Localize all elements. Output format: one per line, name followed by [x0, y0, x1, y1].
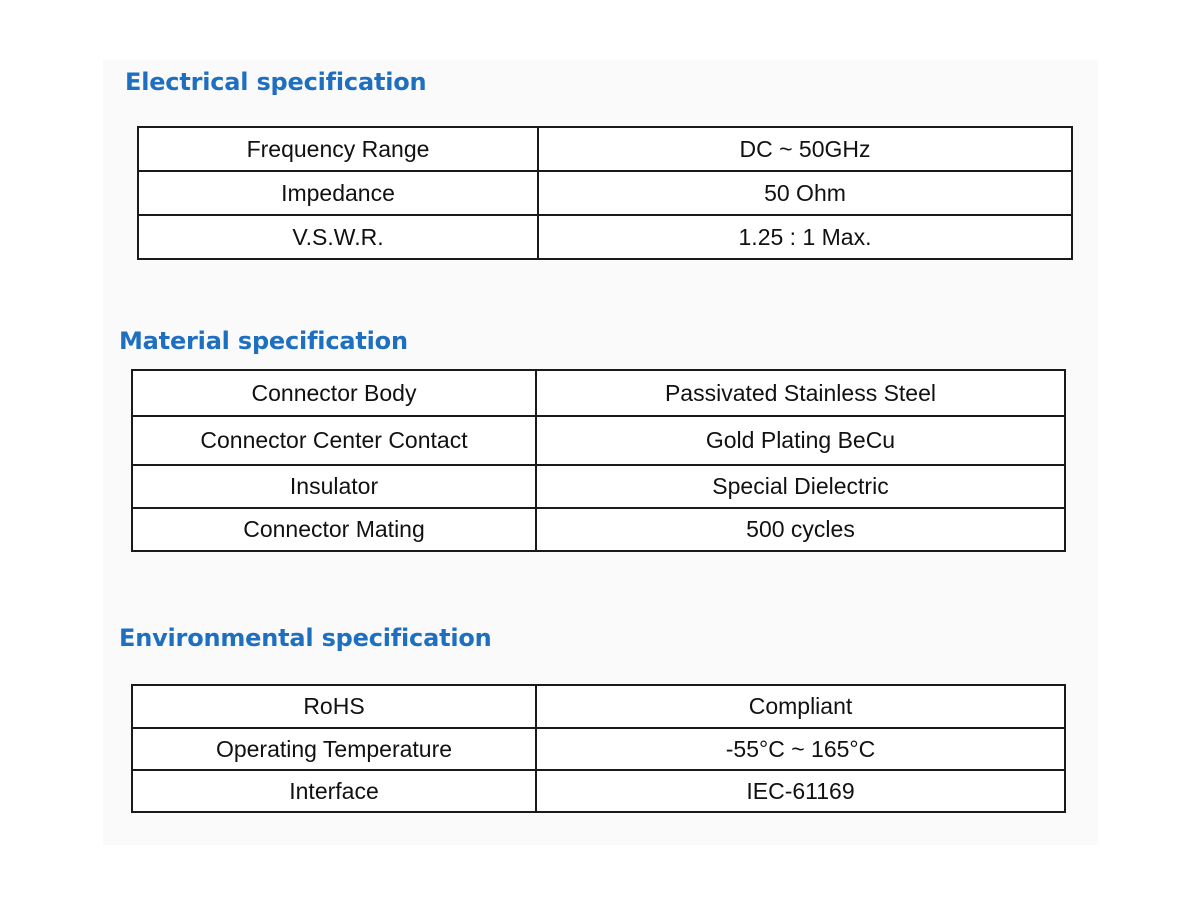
- material-spec-table: [131, 369, 1066, 552]
- spec-label: Connector Body: [132, 370, 536, 416]
- table-row: [138, 171, 1072, 215]
- table-row: [138, 215, 1072, 259]
- spec-value: DC ~ 50GHz: [538, 127, 1072, 171]
- spec-label: Impedance: [138, 171, 538, 215]
- table-row: [132, 416, 1065, 465]
- spec-value: IEC-61169: [536, 770, 1065, 812]
- table-row: [132, 465, 1065, 508]
- spec-value: Compliant: [536, 685, 1065, 728]
- spec-label: Insulator: [132, 465, 536, 508]
- table-row: [132, 370, 1065, 416]
- section-title-environmental: Environmental specification: [119, 624, 492, 652]
- spec-value: -55°C ~ 165°C: [536, 728, 1065, 770]
- spec-value: 500 cycles: [536, 508, 1065, 551]
- section-title-electrical: Electrical specification: [125, 68, 427, 96]
- table-row: [132, 685, 1065, 728]
- table-row: [138, 127, 1072, 171]
- spec-label: Operating Temperature: [132, 728, 536, 770]
- electrical-spec-table: [137, 126, 1073, 260]
- spec-label: RoHS: [132, 685, 536, 728]
- spec-label: Connector Center Contact: [132, 416, 536, 465]
- spec-value: Passivated Stainless Steel: [536, 370, 1065, 416]
- table-row: [132, 770, 1065, 812]
- spec-value: Special Dielectric: [536, 465, 1065, 508]
- spec-value: Gold Plating BeCu: [536, 416, 1065, 465]
- spec-label: Connector Mating: [132, 508, 536, 551]
- spec-value: 1.25 : 1 Max.: [538, 215, 1072, 259]
- spec-label: Interface: [132, 770, 536, 812]
- table-row: [132, 508, 1065, 551]
- environmental-spec-table: [131, 684, 1066, 813]
- spec-value: 50 Ohm: [538, 171, 1072, 215]
- table-row: [132, 728, 1065, 770]
- section-title-material: Material specification: [119, 327, 408, 355]
- spec-label: Frequency Range: [138, 127, 538, 171]
- spec-label: V.S.W.R.: [138, 215, 538, 259]
